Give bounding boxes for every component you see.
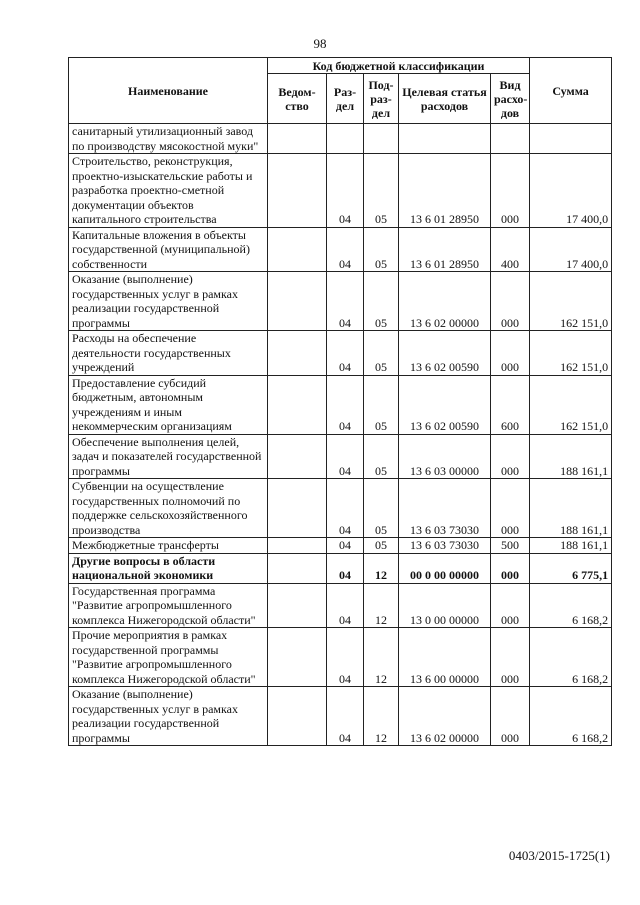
row-razdel: 04 bbox=[327, 479, 364, 538]
row-razdel: 04 bbox=[327, 227, 364, 272]
header-podrazdel: Под-раз-дел bbox=[364, 74, 399, 124]
row-csr: 13 6 03 00000 bbox=[399, 434, 491, 479]
row-name: санитарный утилизационный завод по производству мясокостной муки" bbox=[69, 124, 268, 154]
row-vid: 000 bbox=[491, 479, 530, 538]
row-podrazdel bbox=[364, 124, 399, 154]
row-csr: 13 6 00 00000 bbox=[399, 628, 491, 687]
row-vid: 000 bbox=[491, 583, 530, 628]
row-ved bbox=[268, 375, 327, 434]
row-podrazdel: 12 bbox=[364, 628, 399, 687]
row-sum: 162 151,0 bbox=[530, 331, 612, 376]
row-vid: 600 bbox=[491, 375, 530, 434]
row-razdel: 04 bbox=[327, 331, 364, 376]
row-name: Другие вопросы в области национальной экономики bbox=[69, 553, 268, 583]
row-csr: 13 6 02 00590 bbox=[399, 331, 491, 376]
table-row bbox=[69, 479, 612, 538]
header-csr: Целевая статья расходов bbox=[399, 74, 491, 124]
budget-table bbox=[68, 57, 612, 746]
row-ved bbox=[268, 479, 327, 538]
table-row bbox=[69, 628, 612, 687]
row-podrazdel: 05 bbox=[364, 154, 399, 228]
row-ved bbox=[268, 154, 327, 228]
row-ved bbox=[268, 434, 327, 479]
row-name: Обеспечение выполнения целей, задач и показателей государственной программы bbox=[69, 434, 268, 479]
header-name: Наименование bbox=[69, 58, 268, 124]
page-number: 98 bbox=[313, 36, 327, 51]
row-vid: 000 bbox=[491, 154, 530, 228]
row-podrazdel: 12 bbox=[364, 687, 399, 746]
row-name: Расходы на обеспечение деятельности государственных учреждений bbox=[69, 331, 268, 376]
row-sum bbox=[530, 124, 612, 154]
row-name: Прочие мероприятия в рамках государственной программы "Развитие агропромышленного комплекса Нижегородской области" bbox=[69, 628, 268, 687]
row-ved bbox=[268, 331, 327, 376]
row-vid: 000 bbox=[491, 272, 530, 331]
row-sum: 188 161,1 bbox=[530, 479, 612, 538]
table-row bbox=[69, 434, 612, 479]
row-ved bbox=[268, 124, 327, 154]
row-ved bbox=[268, 538, 327, 554]
row-vid: 500 bbox=[491, 538, 530, 554]
row-podrazdel: 05 bbox=[364, 479, 399, 538]
row-podrazdel: 05 bbox=[364, 331, 399, 376]
row-sum: 6 168,2 bbox=[530, 583, 612, 628]
row-podrazdel: 12 bbox=[364, 583, 399, 628]
row-csr: 13 6 01 28950 bbox=[399, 227, 491, 272]
row-razdel: 04 bbox=[327, 272, 364, 331]
table-row bbox=[69, 687, 612, 746]
row-razdel: 04 bbox=[327, 154, 364, 228]
row-name: Предоставление субсидий бюджетным, автономным учреждениям и иным некоммерческим организациям bbox=[69, 375, 268, 434]
row-sum: 188 161,1 bbox=[530, 434, 612, 479]
row-sum: 17 400,0 bbox=[530, 154, 612, 228]
row-razdel bbox=[327, 124, 364, 154]
row-sum: 6 168,2 bbox=[530, 628, 612, 687]
row-podrazdel: 05 bbox=[364, 227, 399, 272]
row-csr: 13 6 02 00000 bbox=[399, 272, 491, 331]
row-name: Межбюджетные трансферты bbox=[69, 538, 268, 554]
row-podrazdel: 05 bbox=[364, 272, 399, 331]
table-row bbox=[69, 227, 612, 272]
row-csr bbox=[399, 124, 491, 154]
row-podrazdel: 05 bbox=[364, 375, 399, 434]
row-name: Оказание (выполнение) государственных услуг в рамках реализации государственной программы bbox=[69, 272, 268, 331]
row-csr: 13 6 02 00000 bbox=[399, 687, 491, 746]
row-sum: 188 161,1 bbox=[530, 538, 612, 554]
table-row bbox=[69, 154, 612, 228]
row-csr: 13 6 03 73030 bbox=[399, 479, 491, 538]
row-csr: 13 6 01 28950 bbox=[399, 154, 491, 228]
row-csr: 00 0 00 00000 bbox=[399, 553, 491, 583]
row-sum: 6 775,1 bbox=[530, 553, 612, 583]
table-row bbox=[69, 583, 612, 628]
row-sum: 17 400,0 bbox=[530, 227, 612, 272]
row-name: Строительство, реконструкция, проектно-изыскательские работы и разработка проектно-сметной документации объектов капитального строительства bbox=[69, 154, 268, 228]
row-ved bbox=[268, 553, 327, 583]
row-ved bbox=[268, 227, 327, 272]
row-csr: 13 6 02 00590 bbox=[399, 375, 491, 434]
document-code: 0403/2015-1725(1) bbox=[508, 848, 610, 863]
row-csr: 13 0 00 00000 bbox=[399, 583, 491, 628]
row-vid: 400 bbox=[491, 227, 530, 272]
row-razdel: 04 bbox=[327, 687, 364, 746]
row-razdel: 04 bbox=[327, 434, 364, 479]
row-vid: 000 bbox=[491, 553, 530, 583]
row-name: Оказание (выполнение) государственных услуг в рамках реализации государственной программы bbox=[69, 687, 268, 746]
row-podrazdel: 12 bbox=[364, 553, 399, 583]
header-sum: Сумма bbox=[530, 58, 612, 124]
row-razdel: 04 bbox=[327, 375, 364, 434]
row-name: Капитальные вложения в объекты государственной (муниципальной) собственности bbox=[69, 227, 268, 272]
row-ved bbox=[268, 583, 327, 628]
row-vid: 000 bbox=[491, 628, 530, 687]
table-header bbox=[69, 58, 612, 124]
row-sum: 6 168,2 bbox=[530, 687, 612, 746]
header-ved: Ведом-ство bbox=[268, 74, 327, 124]
table-row bbox=[69, 538, 612, 554]
row-podrazdel: 05 bbox=[364, 434, 399, 479]
row-razdel: 04 bbox=[327, 583, 364, 628]
row-vid bbox=[491, 124, 530, 154]
row-ved bbox=[268, 687, 327, 746]
header-code-group: Код бюджетной классификации bbox=[268, 58, 530, 74]
table-body bbox=[69, 124, 612, 746]
row-vid: 000 bbox=[491, 687, 530, 746]
table-row bbox=[69, 331, 612, 376]
table-row bbox=[69, 553, 612, 583]
header-vid: Вид расхо-дов bbox=[491, 74, 530, 124]
row-razdel: 04 bbox=[327, 628, 364, 687]
row-name: Государственная программа "Развитие агропромышленного комплекса Нижегородской области" bbox=[69, 583, 268, 628]
header-razdel: Раз-дел bbox=[327, 74, 364, 124]
row-podrazdel: 05 bbox=[364, 538, 399, 554]
row-vid: 000 bbox=[491, 331, 530, 376]
row-sum: 162 151,0 bbox=[530, 272, 612, 331]
row-sum: 162 151,0 bbox=[530, 375, 612, 434]
table-row bbox=[69, 124, 612, 154]
row-razdel: 04 bbox=[327, 553, 364, 583]
table-row bbox=[69, 272, 612, 331]
row-vid: 000 bbox=[491, 434, 530, 479]
table-row bbox=[69, 375, 612, 434]
row-csr: 13 6 03 73030 bbox=[399, 538, 491, 554]
row-ved bbox=[268, 628, 327, 687]
row-name: Субвенции на осуществление государственных полномочий по поддержке сельскохозяйственного производства bbox=[69, 479, 268, 538]
row-ved bbox=[268, 272, 327, 331]
row-razdel: 04 bbox=[327, 538, 364, 554]
